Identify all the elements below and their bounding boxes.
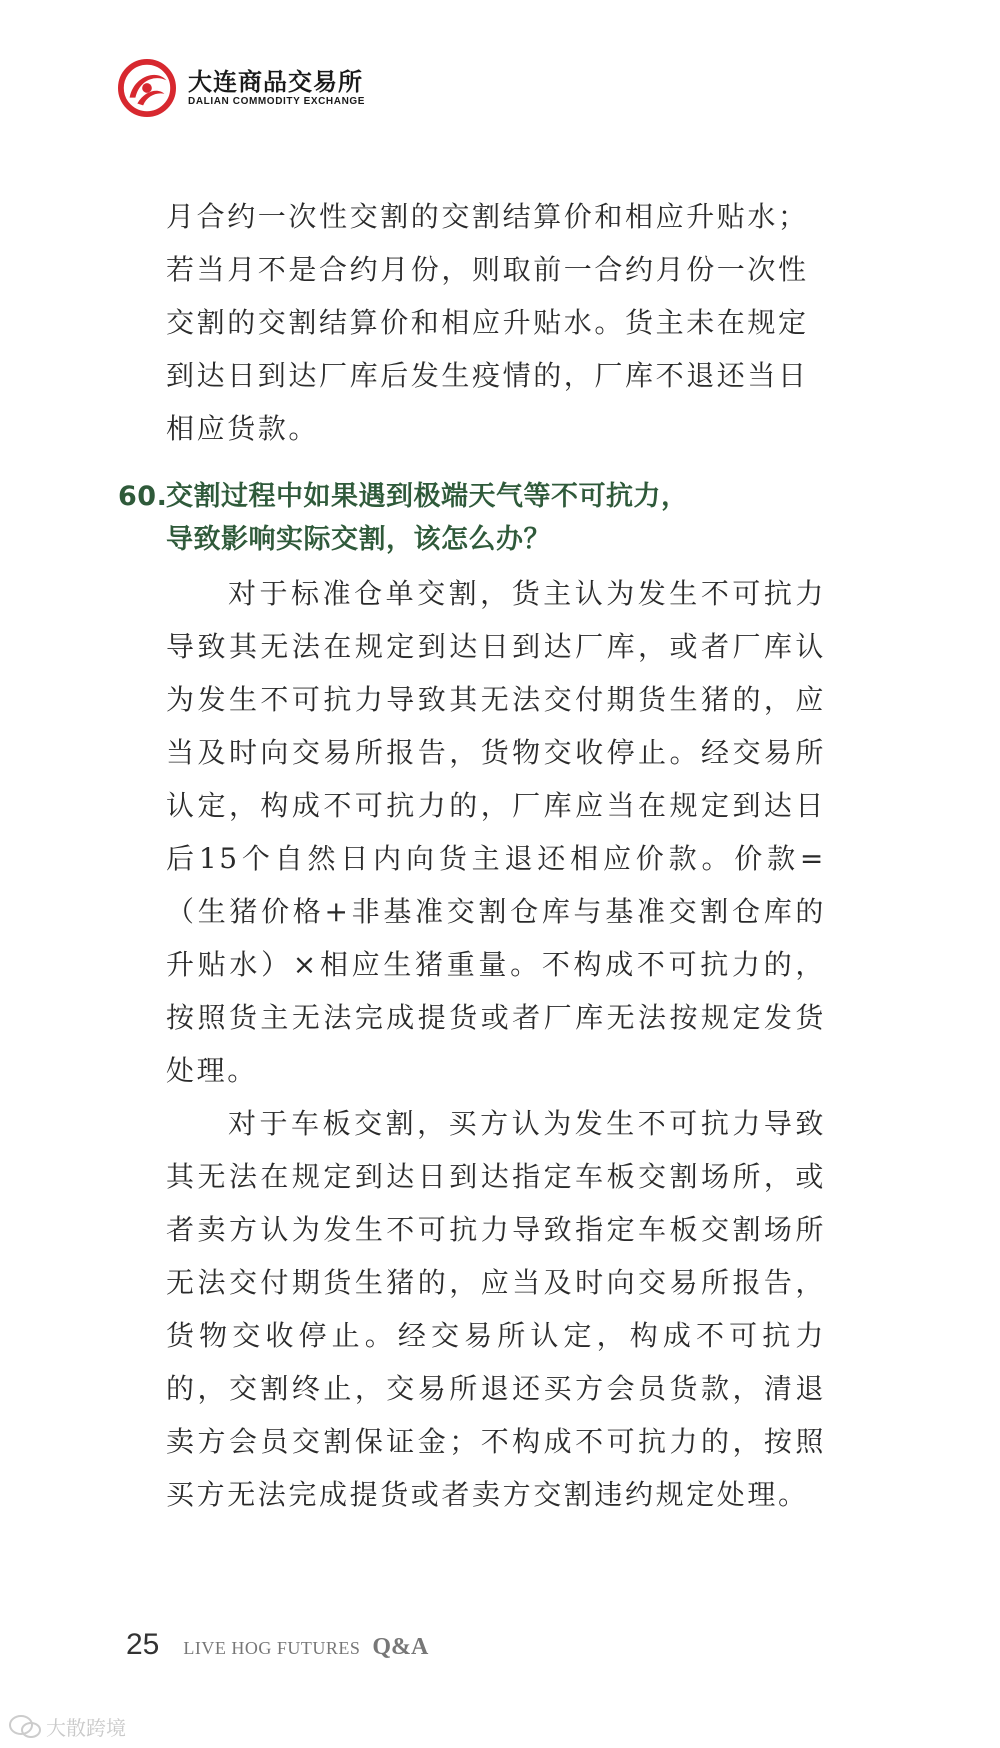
intro-line: 到达日到达厂库后发生疫情的，厂库不退还当日 xyxy=(166,359,809,392)
watermark xyxy=(8,1712,126,1741)
page-number: 25 xyxy=(126,1628,160,1661)
answer-paragraph: 对于标准仓单交割，货主认为发生不可抗力导致其无法在规定到达日到达厂库，或者厂库认为发生不可抗力导致其无法交付期货生猪的，应当及时向交易所报告，货物交收停止。经交易所认定，构成不可抗力的，厂库应当在规定到达日后15个自然日内向货主退还相应价款。价款=（生猪价格+非基准交割仓库与基准交割仓库的升贴水）×相应生猪重量。不构成不可抗力的，按照货主无法完成提货或者厂库无法按规定发货处理。 xyxy=(166,577,826,1087)
org-name xyxy=(188,68,365,108)
page-header xyxy=(118,58,365,118)
answer-paragraph: 对于车板交割，买方认为发生不可抗力导致其无法在规定到达日到达指定车板交割场所，或者卖方认为发生不可抗力导致指定车板交割场所无法交付期货生猪的，应当及时向交易所报告，货物交收停止。经交易所认定，构成不可抗力的，交割终止，交易所退还买方会员货款，清退卖方会员交割保证金；不构成不可抗力的，按照买方无法完成提货或者卖方交割违约规定处理。 xyxy=(166,1107,826,1511)
page-content xyxy=(118,190,826,1521)
footer-title: LIVE HOG FUTURES xyxy=(183,1638,361,1658)
org-name-cn: 大连商品交易所 xyxy=(188,68,363,96)
watermark-text: 大散跨境 xyxy=(46,1716,126,1740)
dce-logo-icon xyxy=(118,59,176,117)
page-footer xyxy=(126,1628,428,1662)
intro-line: 交割的交割结算价和相应升贴水。货主未在规定 xyxy=(166,306,809,339)
footer-qa: Q&A xyxy=(372,1634,429,1660)
question-line: 交割过程中如果遇到极端天气等不可抗力， xyxy=(166,481,689,512)
intro-paragraph xyxy=(166,190,826,455)
intro-line: 若当月不是合约月份，则取前一合约月份一次性 xyxy=(166,253,809,286)
question-number: 60. xyxy=(118,481,168,512)
question-heading xyxy=(118,475,826,561)
wechat-logo-icon xyxy=(8,1714,42,1740)
intro-line: 月合约一次性交割的交割结算价和相应升贴水； xyxy=(166,200,809,233)
intro-line: 相应货款。 xyxy=(166,412,320,445)
question-line: 导致影响实际交割，该怎么办？ xyxy=(166,524,551,555)
org-name-en: DALIAN COMMODITY EXCHANGE xyxy=(188,96,366,107)
